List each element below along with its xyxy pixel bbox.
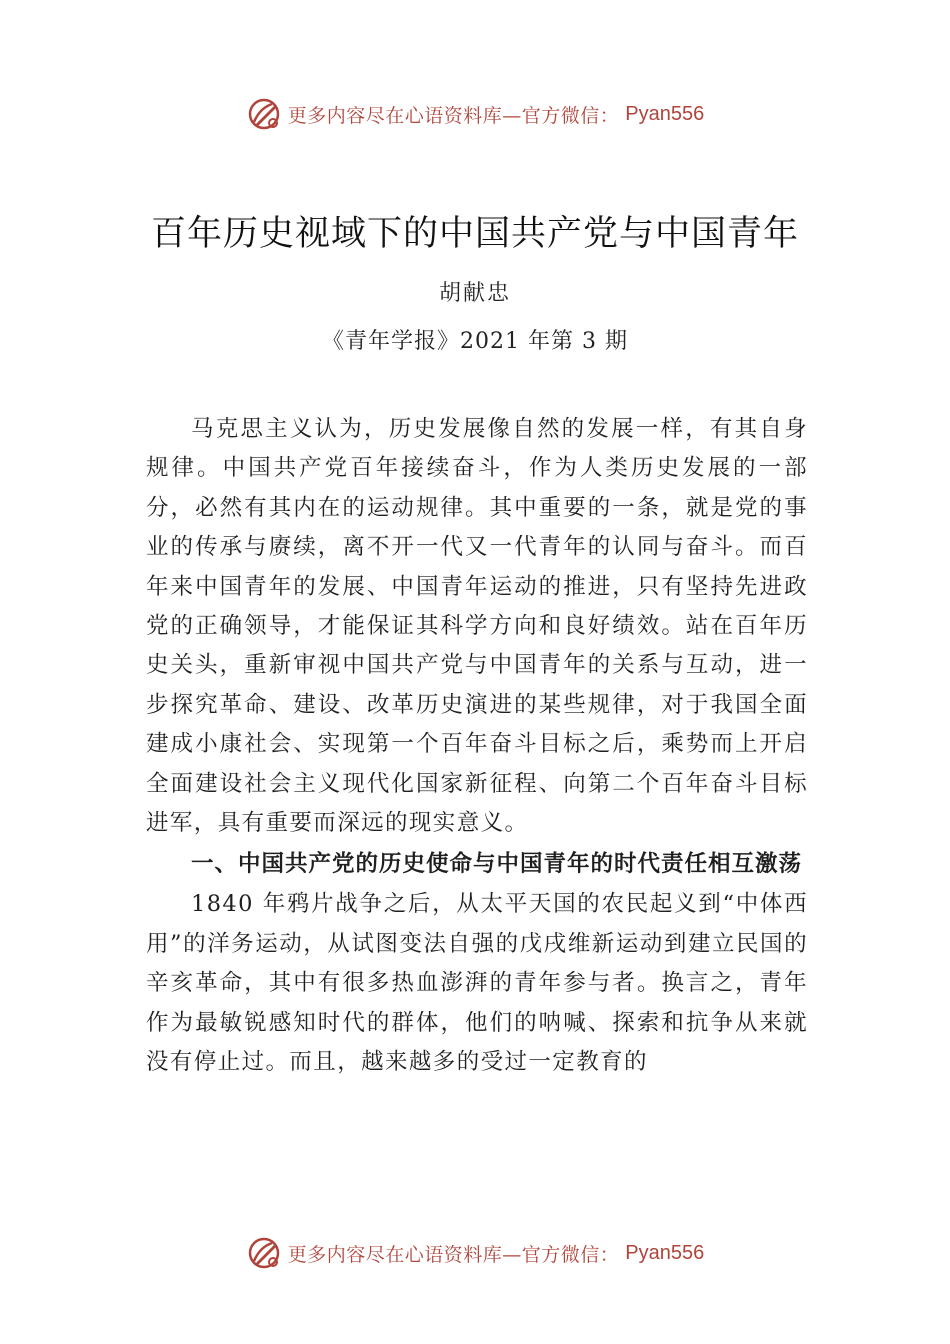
- banner-text: 更多内容尽在心语资料库—官方微信：: [287, 104, 620, 127]
- document-title: 百年历史视域下的中国共产党与中国青年: [150, 214, 799, 254]
- section-1-heading: 一、中国共产党的历史使命与中国青年的时代责任相互激荡: [191, 851, 803, 878]
- document-body: [146, 410, 808, 1083]
- pen-logo-icon: [246, 1235, 282, 1271]
- pen-logo-icon: [246, 96, 282, 132]
- header-watermark-banner: [0, 94, 950, 134]
- footer-watermark-banner: [0, 1233, 950, 1273]
- banner-text: 更多内容尽在心语资料库—官方微信：: [287, 1243, 620, 1266]
- document-source: 《青年学报》2021 年第 3 期: [322, 329, 628, 354]
- paragraph-2: 1840 年鸦片战争之后，从太平天国的农民起义到“中体西用”的洋务运动，从试图变法自强的戊戌维新运动到建立民国的辛亥革命，其中有很多热血澎湃的青年参与者。换言之，青年作为最敏锐感知时代的群体，他们的呐喊、探索和抗争从来就没有停止过。而且，越来越多的受过一定教育的: [146, 891, 808, 1076]
- document-author: 胡献忠: [438, 281, 511, 306]
- paragraph-1: 马克思主义认为，历史发展像自然的发展一样，有其自身规律。中国共产党百年接续奋斗，作为人类历史发展的一部分，必然有其内在的运动规律。其中重要的一条，就是党的事业的传承与赓续，离不开一代又一代青年的认同与奋斗。而百年来中国青年的发展、中国青年运动的推进，只有坚持先进政党的正确领导，才能保证其科学方向和良好绩效。站在百年历史关头，重新审视中国共产党与中国青年的关系与互动，进一步探究革命、建设、改革历史演进的某些规律，对于我国全面建成小康社会、实现第一个百年奋斗目标之后，乘势而上开启全面建设社会主义现代化国家新征程、向第二个百年奋斗目标进军，具有重要而深远的现实意义。: [146, 416, 808, 837]
- banner-handle: Pyan556: [625, 102, 705, 125]
- banner-handle: Pyan556: [625, 1241, 705, 1264]
